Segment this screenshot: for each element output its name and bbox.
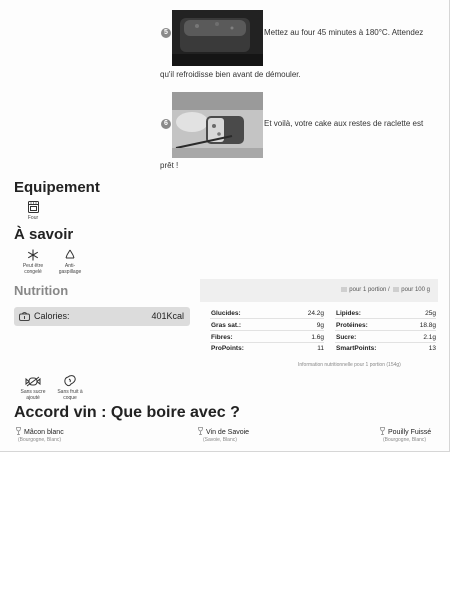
diet-label: coque — [63, 395, 77, 401]
step-number-badge: 5 — [161, 28, 171, 38]
wine-region: (Bourgogne, Blanc) — [383, 437, 427, 443]
nutrient-label: ProPoints: — [211, 345, 244, 352]
wine-name[interactable]: Vin de Savoie — [206, 429, 250, 436]
nutrient-value: 25g — [425, 310, 436, 317]
portion-toggle[interactable] — [341, 287, 430, 293]
calories-label: Calories: — [34, 311, 70, 321]
diet-label: Sans fruit à — [57, 389, 83, 395]
info-label: Anti- — [64, 263, 76, 269]
nutrient-value: 9g — [316, 322, 324, 329]
info-item-freezable — [18, 249, 48, 275]
wine-glass-icon — [16, 427, 21, 435]
label-nut-free — [53, 374, 87, 401]
step-text-line: Mettez au four 45 minutes à 180°C. Attendez — [264, 28, 424, 37]
nutrient-label: Fibres: — [211, 334, 233, 341]
step-text-line: qu'il refroidisse bien avant de démouler. — [160, 70, 301, 79]
nutrient-value: 1.6g — [311, 334, 324, 341]
step-text-line: prêt ! — [160, 161, 179, 170]
nutrition-title: Nutrition — [14, 283, 69, 298]
wine-glass-icon — [380, 427, 385, 435]
nutrient-value: 11 — [317, 345, 324, 352]
wine-region: (Savoie, Blanc) — [203, 437, 237, 443]
recycle-icon — [64, 249, 76, 261]
step-photo-cake-sliced — [172, 92, 263, 158]
nutrient-label: Gras sat.: — [211, 322, 241, 329]
wine-name[interactable]: Pouilly Fuissé — [388, 429, 432, 436]
nutrient-label: Sucre: — [336, 334, 357, 341]
nutrient-label: Protéines: — [336, 322, 368, 329]
nutrition-footnote: Information nutritionnelle pour 1 portion (154g) — [298, 362, 401, 368]
equipment-title: Equipement — [14, 179, 100, 196]
calories-badge — [14, 307, 190, 326]
per-100g-option-label[interactable]: pour 100 g — [401, 287, 430, 294]
nutrient-label: SmartPoints: — [336, 345, 377, 352]
nutrient-value: 18.8g — [419, 322, 436, 329]
label-no-added-sugar — [16, 376, 50, 401]
wine-pairing-title: Accord vin : Que boire avec ? — [14, 404, 240, 421]
equipment-item-label: Four — [27, 215, 39, 221]
step-number-badge: 6 — [161, 119, 171, 129]
portion-option-label[interactable]: pour 1 portion / — [349, 287, 390, 294]
scale-icon — [19, 311, 30, 321]
good-to-know-title: À savoir — [14, 226, 74, 243]
step-photo-cake-baked — [172, 10, 263, 66]
diet-label: Sans sucre — [20, 389, 46, 395]
snowflake-icon — [27, 249, 39, 261]
nutrient-value: 13 — [428, 345, 436, 352]
wine-glass-icon — [198, 427, 203, 435]
nutrition-header-bar — [200, 279, 438, 302]
nut-free-icon — [63, 374, 77, 387]
nutrient-value: 2.1g — [423, 334, 436, 341]
diet-label: ajouté — [26, 395, 40, 401]
portion-checkbox[interactable] — [341, 287, 347, 292]
step-text-line: Et voilà, votre cake aux restes de raclette est — [264, 119, 424, 128]
wine-region: (Bourgogne, Blanc) — [18, 437, 62, 443]
info-label: congelé — [24, 269, 42, 275]
info-label: Peut être — [22, 263, 44, 269]
wine-name[interactable]: Mâcon blanc — [24, 429, 64, 436]
no-sugar-icon — [25, 376, 41, 387]
info-item-anti-waste — [55, 249, 85, 275]
nutrient-value: 24.2g — [307, 310, 324, 317]
calories-value: 401Kcal — [151, 311, 184, 321]
nutrient-label: Lipides: — [336, 310, 361, 317]
info-label: gaspillage — [58, 269, 82, 275]
oven-icon — [28, 201, 39, 213]
per-100g-checkbox[interactable] — [393, 287, 399, 292]
equipment-item-oven — [22, 201, 44, 221]
nutrient-label: Glucides: — [211, 310, 241, 317]
